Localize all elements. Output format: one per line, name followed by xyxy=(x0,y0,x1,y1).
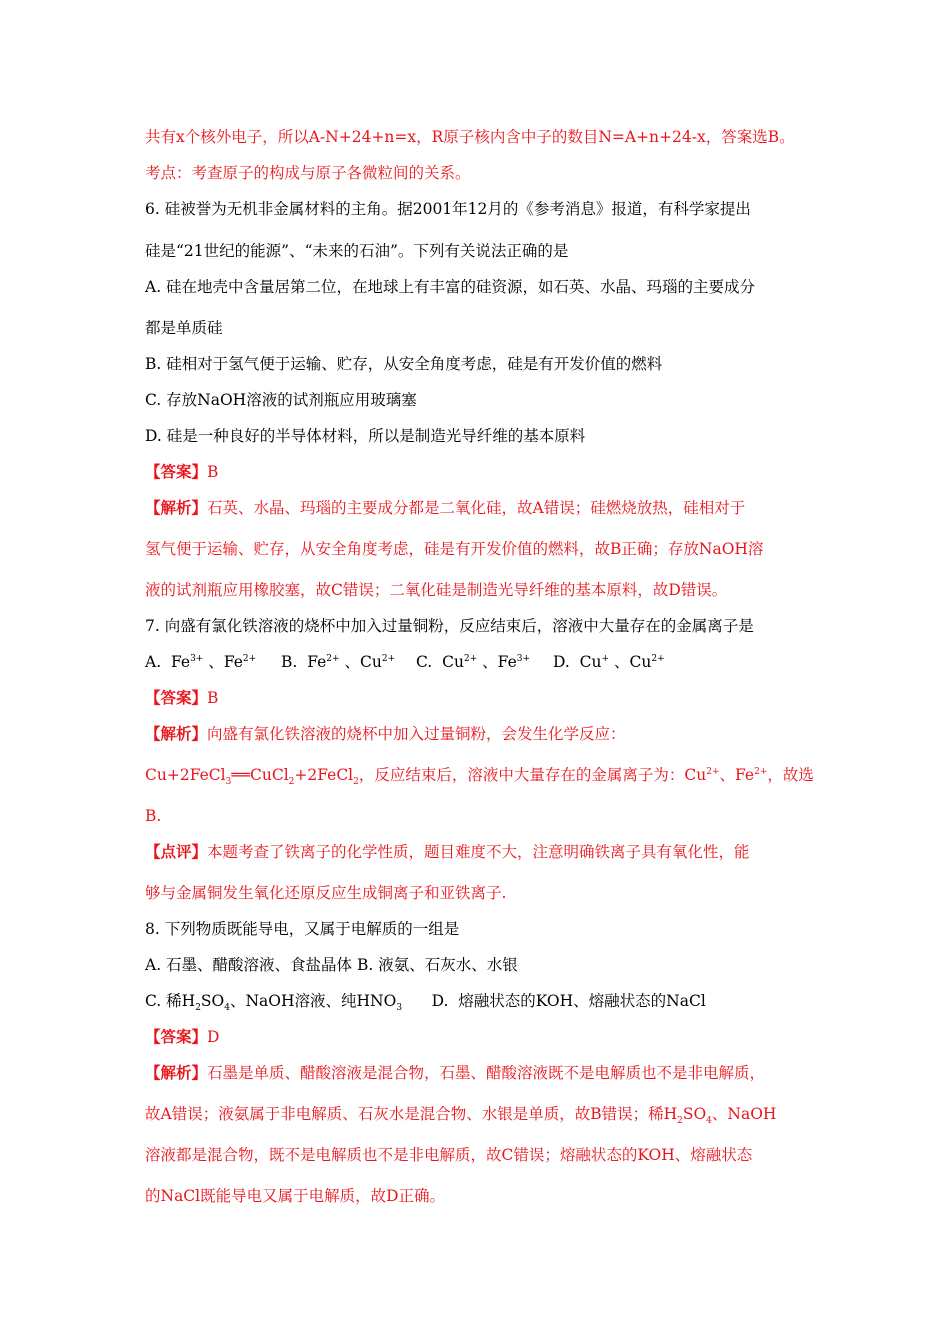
explanation-text: 石英、水晶、玛瑙的主要成分都是二氧化硅，故A错误；硅燃烧放热，硅相对于 xyxy=(207,499,746,517)
subscript: 3 xyxy=(396,1003,403,1014)
equation-part: ，故选 xyxy=(767,766,814,784)
option-label: C. xyxy=(416,653,433,671)
ion-charge: 2+ xyxy=(242,653,257,664)
question-7-comment-cont: 够与金属铜发生氧化还原反应生成铜离子和亚铁离子. xyxy=(145,884,507,902)
ion: Cu xyxy=(629,653,652,671)
option-label: A. xyxy=(145,653,162,671)
ion-charge: 2+ xyxy=(754,766,768,777)
question-8-explanation-cont: 的NaCl既能导电又属于电解质，故D正确。 xyxy=(145,1187,446,1205)
question-7-explanation xyxy=(145,723,810,745)
subscript: 4 xyxy=(706,1116,712,1127)
separator: 、 xyxy=(208,653,224,671)
question-8-explanation-cont: 溶液都是混合物，既不是电解质也不是非电解质，故C错误；熔融状态的KOH、熔融状态 xyxy=(145,1146,753,1164)
question-6-explanation xyxy=(145,497,810,519)
subscript: 4 xyxy=(224,1003,230,1014)
explanation-text: 、NaOH xyxy=(711,1105,777,1123)
question-8-stem: 8. 下列物质既能导电，又属于电解质的一组是 xyxy=(145,920,460,938)
equation-part: Cu+2FeCl xyxy=(145,766,226,784)
ion: Fe xyxy=(223,653,243,671)
answer-value: B xyxy=(207,463,219,481)
question-7-option-c xyxy=(416,651,553,673)
option-text: D. 熔融状态的KOH、熔融状态的NaCl xyxy=(402,992,706,1010)
ion-charge: 2+ xyxy=(326,653,340,664)
ion-charge: + xyxy=(601,653,610,664)
explanation-tag: 【解析】 xyxy=(145,1063,208,1082)
ion-charge: 2+ xyxy=(463,653,478,664)
separator: 、 xyxy=(614,653,630,671)
ion-charge: 2+ xyxy=(651,653,665,664)
question-6-explanation-cont: 液的试剂瓶应用橡胶塞，故C错误；二氧化硅是制造光导纤维的基本原料，故D错误。 xyxy=(145,581,728,599)
explanation-line: 共有x个核外电子，所以A-N+24+n=x，R原子核内含中子的数目N=A+n+24-x，答案选B。 xyxy=(145,128,795,146)
option-label: D. xyxy=(553,653,570,671)
answer-tag: 【答案】 xyxy=(145,688,208,707)
ion: Cu xyxy=(442,653,464,671)
question-7-stem: 7. 向盛有氯化铁溶液的烧杯中加入过量铜粉，反应结束后，溶液中大量存在的金属离子是 xyxy=(145,617,754,635)
subscript: 2 xyxy=(195,1003,201,1014)
question-8-options-ab: A. 石墨、醋酸溶液、食盐晶体 B. 液氨、石灰水、水银 xyxy=(145,956,518,974)
explanation-text: 石墨是单质、醋酸溶液是混合物，石墨、醋酸溶液既不是电解质也不是非电解质， xyxy=(207,1064,766,1082)
subscript: 2 xyxy=(288,777,295,788)
option-label: B. xyxy=(281,653,298,671)
answer-tag: 【答案】 xyxy=(145,1027,208,1046)
question-6-option-c: C. 存放NaOH溶液的试剂瓶应用玻璃塞 xyxy=(145,391,417,409)
comment-text: 本题考查了铁离子的化学性质，题目难度不大，注意明确铁离子具有氧化性，能 xyxy=(207,843,750,861)
equation-part: ══CuCl xyxy=(231,766,289,784)
answer-value: B xyxy=(207,689,219,707)
ion: Cu xyxy=(579,653,602,671)
answer-tag: 【答案】 xyxy=(145,462,208,481)
question-7-comment xyxy=(145,841,810,863)
question-8-answer xyxy=(145,1026,810,1048)
question-7-option-b xyxy=(281,651,416,673)
subscript: 2 xyxy=(677,1116,683,1127)
question-6-stem: 6. 硅被誉为无机非金属材料的主角。据2001年12月的《参考消息》报道，有科学家提出 xyxy=(145,200,751,218)
comment-tag: 【点评】 xyxy=(145,842,208,861)
separator: 、 xyxy=(482,653,498,671)
question-7-option-d xyxy=(553,651,665,673)
explanation-text: SO xyxy=(682,1105,707,1123)
explanation-text: 故A错误；液氨属于非电解质、石灰水是混合物、水银是单质，故B错误；稀H xyxy=(145,1105,678,1123)
ion-charge: 3+ xyxy=(516,653,531,664)
question-7-option-a xyxy=(145,651,281,673)
ion: Fe xyxy=(307,653,327,671)
answer-value: D xyxy=(207,1028,220,1046)
question-7-explanation-cont: B. xyxy=(145,807,162,825)
subscript: 3 xyxy=(225,777,232,788)
question-8-explanation-cont xyxy=(145,1103,810,1125)
question-6-option-a-cont: 都是单质硅 xyxy=(145,319,223,337)
option-text: C. 稀H xyxy=(145,992,196,1010)
option-text: SO xyxy=(200,992,225,1010)
explanation-text: 向盛有氯化铁溶液的烧杯中加入过量铜粉，会发生化学反应： xyxy=(207,725,626,743)
question-7-answer xyxy=(145,687,810,709)
ion-charge: 3+ xyxy=(190,653,204,664)
equation-part: ，反应结束后，溶液中大量存在的金属离子为：Cu xyxy=(358,766,707,784)
separator: 、 xyxy=(344,653,361,671)
ion: Fe xyxy=(497,653,517,671)
question-6-answer xyxy=(145,461,810,483)
question-6-option-b: B. 硅相对于氢气便于运输、贮存，从安全角度考虑，硅是有开发价值的燃料 xyxy=(145,355,663,373)
question-8-options-cd xyxy=(145,990,810,1012)
question-8-explanation xyxy=(145,1062,810,1084)
question-7-options xyxy=(145,651,810,673)
question-7-equation xyxy=(145,764,814,788)
ion: Cu xyxy=(360,653,382,671)
equation-part: 、Fe xyxy=(719,766,755,784)
question-6-option-a: A. 硅在地壳中含量居第二位，在地球上有丰富的硅资源，如石英、水晶、玛瑙的主要成分 xyxy=(145,278,756,296)
option-text: 、NaOH溶液、纯HNO xyxy=(229,992,397,1010)
question-6-stem-cont: 硅是“21世纪的能源”、“未来的石油”。下列有关说法正确的是 xyxy=(145,242,569,260)
ion: Fe xyxy=(170,653,191,671)
key-point-line: 考点：考查原子的构成与原子各微粒间的关系。 xyxy=(145,164,471,182)
question-6-option-d: D. 硅是一种良好的半导体材料，所以是制造光导纤维的基本原料 xyxy=(145,427,586,445)
subscript: 2 xyxy=(353,777,359,788)
explanation-tag: 【解析】 xyxy=(145,498,208,517)
ion-charge: 2+ xyxy=(706,766,720,777)
equation-part: +2FeCl xyxy=(294,766,354,784)
question-6-explanation-cont: 氢气便于运输、贮存，从安全角度考虑，硅是有开发价值的燃料，故B正确；存放NaOH溶 xyxy=(145,540,764,558)
explanation-tag: 【解析】 xyxy=(145,724,208,743)
ion-charge: 2+ xyxy=(381,653,396,664)
